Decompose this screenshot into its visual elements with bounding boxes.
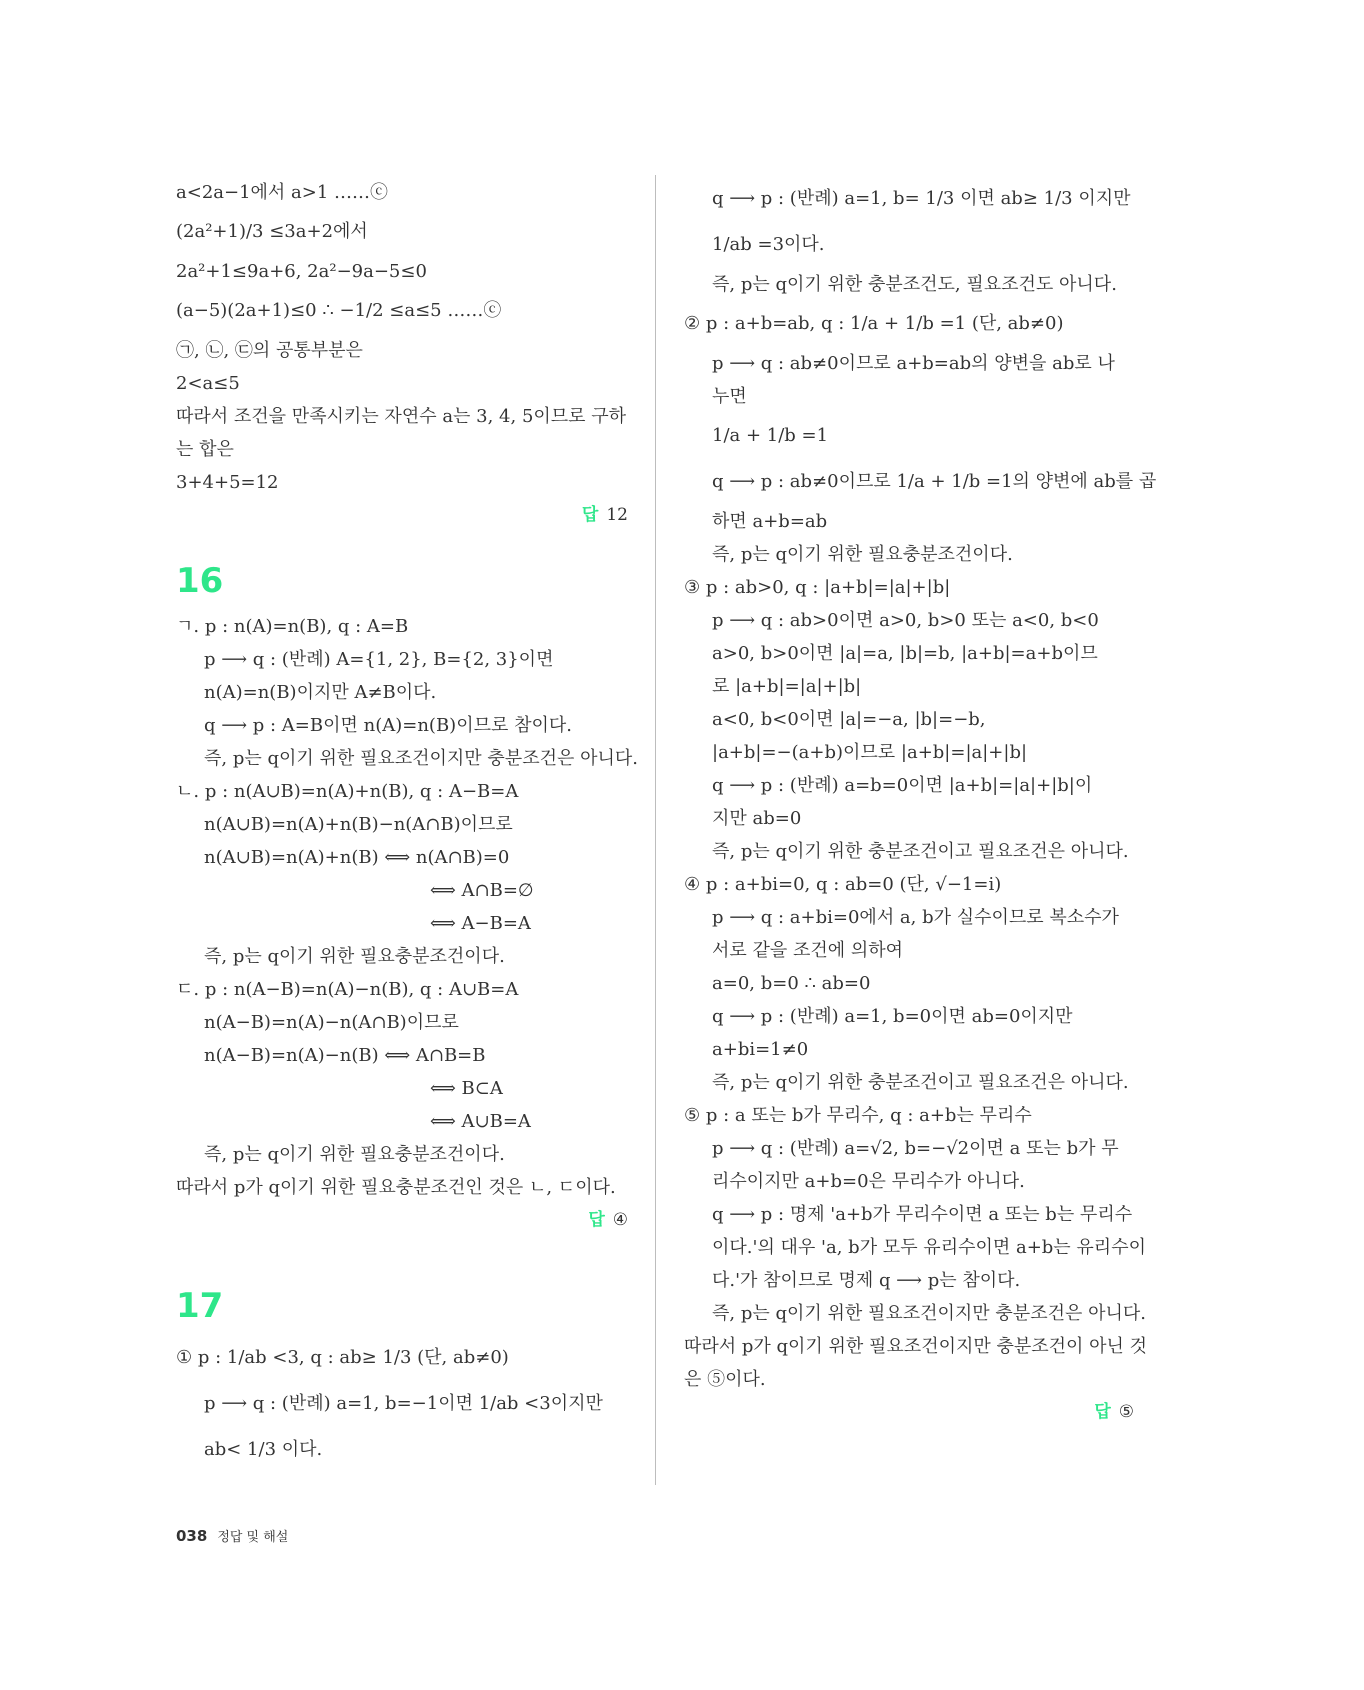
column-divider — [655, 175, 656, 1485]
solution-line: 로 |a+b|=|a|+|b| — [712, 676, 862, 697]
solution-line: 즉, p는 q이기 위한 필요조건이지만 충분조건은 아니다. — [712, 1303, 1146, 1324]
solution-line: a+bi=1≠0 — [712, 1039, 809, 1060]
solution-line: ⟺ B⊂A — [430, 1078, 503, 1099]
solution-line: 리수이지만 a+b=0은 무리수가 아니다. — [712, 1171, 1025, 1192]
answer-value: ⑤ — [1118, 1402, 1134, 1422]
solution-line: ① p : 1/ab <3, q : ab≥ 1/3 (단, ab≠0) — [176, 1347, 509, 1368]
solution-line: 은 ⑤이다. — [684, 1369, 766, 1390]
solution-line: (a−5)(2a+1)≤0 ∴ −1/2 ≤a≤5 ……ⓒ — [176, 300, 502, 321]
solution-line: 이다.'의 대우 'a, b가 모두 유리수이면 a+b는 유리수이 — [712, 1237, 1146, 1258]
solution-line: 1/a + 1/b =1 — [712, 425, 829, 446]
solution-line: p ⟶ q : (반례) A={1, 2}, B={2, 3}이면 — [204, 649, 554, 670]
solution-line: ④ p : a+bi=0, q : ab=0 (단, √−1=i) — [684, 874, 1002, 895]
solution-line: ab< 1/3 이다. — [204, 1439, 323, 1460]
page-number: 038 — [176, 1527, 208, 1545]
solution-line: a>0, b>0이면 |a|=a, |b|=b, |a+b|=a+b이므 — [712, 643, 1098, 664]
solution-line: q ⟶ p : 명제 'a+b가 무리수이면 a 또는 b는 무리수 — [712, 1204, 1133, 1225]
solution-line: ㄷ. p : n(A−B)=n(A)−n(B), q : A∪B=A — [176, 979, 519, 1000]
solution-line: a<2a−1에서 a>1 ……ⓒ — [176, 182, 389, 203]
section-title: 정답 및 해설 — [217, 1530, 289, 1545]
solution-line: 2a²+1≤9a+6, 2a²−9a−5≤0 — [176, 261, 427, 282]
solution-line: 즉, p는 q이기 위한 필요충분조건이다. — [204, 1144, 505, 1165]
solution-line: |a+b|=−(a+b)이므로 |a+b|=|a|+|b| — [712, 742, 1028, 763]
solution-line: 즉, p는 q이기 위한 충분조건이고 필요조건은 아니다. — [712, 841, 1129, 862]
solution-line: 따라서 p가 q이기 위한 필요조건이지만 충분조건이 아닌 것 — [684, 1336, 1148, 1357]
solution-line: 3+4+5=12 — [176, 472, 279, 493]
answer-value: ④ — [612, 1210, 628, 1230]
solution-line: p ⟶ q : (반례) a=1, b=−1이면 1/ab <3이지만 — [204, 1393, 603, 1414]
solution-line: ㄴ. p : n(A∪B)=n(A)+n(B), q : A−B=A — [176, 781, 519, 802]
solution-line: n(A−B)=n(A)−n(B) ⟺ A∩B=B — [204, 1045, 486, 1066]
solution-line: q ⟶ p : A=B이면 n(A)=n(B)이므로 참이다. — [204, 715, 572, 736]
right-column — [684, 176, 1157, 1429]
answer-label: 답 — [581, 505, 599, 525]
solution-line: a=0, b=0 ∴ ab=0 — [712, 973, 871, 994]
answer-line — [176, 1204, 628, 1237]
solution-line: q ⟶ p : ab≠0이므로 1/a + 1/b =1의 양변에 ab를 곱 — [712, 471, 1157, 492]
solution-line: 하면 a+b=ab — [712, 511, 828, 532]
answer-label: 답 — [1094, 1402, 1111, 1422]
solution-line: 즉, p는 q이기 위한 필요충분조건이다. — [204, 946, 505, 967]
solution-line: a<0, b<0이면 |a|=−a, |b|=−b, — [712, 709, 986, 730]
solution-line: 지만 ab=0 — [712, 808, 802, 829]
solution-line: ② p : a+b=ab, q : 1/a + 1/b =1 (단, ab≠0) — [684, 313, 1064, 334]
left-column — [176, 176, 638, 1473]
solution-line: ③ p : ab>0, q : |a+b|=|a|+|b| — [684, 577, 951, 598]
answer-value: 12 — [606, 505, 628, 525]
solution-line: 따라서 p가 q이기 위한 필요충분조건인 것은 ㄴ, ㄷ이다. — [176, 1177, 616, 1198]
solution-line: q ⟶ p : (반례) a=b=0이면 |a+b|=|a|+|b|이 — [712, 775, 1093, 796]
solution-line: q ⟶ p : (반례) a=1, b= 1/3 이면 ab≥ 1/3 이지만 — [712, 188, 1131, 209]
solution-line: n(A−B)=n(A)−n(A∩B)이므로 — [204, 1012, 459, 1033]
answer-line — [176, 499, 628, 532]
answer-label: 답 — [588, 1210, 605, 1230]
solution-line: n(A)=n(B)이지만 A≠B이다. — [204, 682, 437, 703]
solution-line: 서로 같을 조건에 의하여 — [712, 940, 904, 961]
solution-line: ⑤ p : a 또는 b가 무리수, q : a+b는 무리수 — [684, 1105, 1032, 1126]
solution-line: 2<a≤5 — [176, 373, 240, 394]
solution-line: 는 합은 — [176, 439, 234, 460]
solution-line: 1/ab =3이다. — [712, 234, 825, 255]
solution-line: 즉, p는 q이기 위한 필요조건이지만 충분조건은 아니다. — [204, 748, 638, 769]
solution-line: p ⟶ q : a+bi=0에서 a, b가 실수이므로 복소수가 — [712, 907, 1119, 928]
problem-number: 16 — [176, 561, 224, 601]
solution-line: 따라서 조건을 만족시키는 자연수 a는 3, 4, 5이므로 구하 — [176, 406, 627, 427]
page-footer — [176, 1526, 288, 1545]
solution-line: 즉, p는 q이기 위한 충분조건이고 필요조건은 아니다. — [712, 1072, 1129, 1093]
solution-line: ⟺ A∪B=A — [430, 1111, 531, 1132]
solution-line: 즉, p는 q이기 위한 필요충분조건이다. — [712, 544, 1013, 565]
solution-line: ㉠, ㉡, ㉢의 공통부분은 — [176, 340, 363, 361]
solution-line: n(A∪B)=n(A)+n(B)−n(A∩B)이므로 — [204, 814, 513, 835]
solution-line: p ⟶ q : ab≠0이므로 a+b=ab의 양변을 ab로 나 — [712, 353, 1115, 374]
solution-line: p ⟶ q : (반례) a=√2, b=−√2이면 a 또는 b가 무 — [712, 1138, 1119, 1159]
solution-line: 다.'가 참이므로 명제 q ⟶ p는 참이다. — [712, 1270, 1021, 1291]
solution-line: ㄱ. p : n(A)=n(B), q : A=B — [176, 616, 409, 637]
solution-line: p ⟶ q : ab>0이면 a>0, b>0 또는 a<0, b<0 — [712, 610, 1099, 631]
answer-line — [684, 1396, 1134, 1429]
solution-line: ⟺ A∩B=∅ — [430, 880, 534, 901]
solution-line: q ⟶ p : (반례) a=1, b=0이면 ab=0이지만 — [712, 1006, 1073, 1027]
solution-line: n(A∪B)=n(A)+n(B) ⟺ n(A∩B)=0 — [204, 847, 510, 868]
solution-line: (2a²+1)/3 ≤3a+2에서 — [176, 221, 368, 242]
solution-line: ⟺ A−B=A — [430, 913, 531, 934]
solution-line: 누면 — [712, 386, 747, 407]
solution-line: 즉, p는 q이기 위한 충분조건도, 필요조건도 아니다. — [712, 274, 1117, 295]
problem-number: 17 — [176, 1286, 224, 1326]
